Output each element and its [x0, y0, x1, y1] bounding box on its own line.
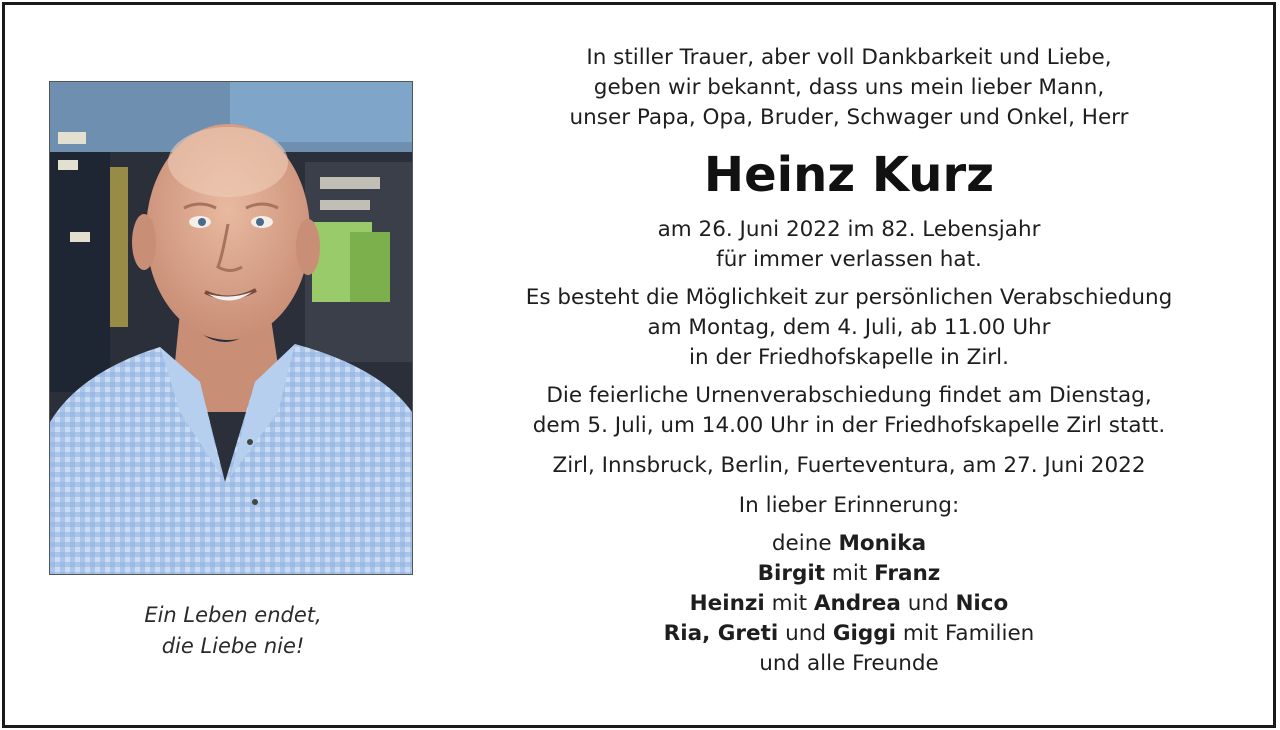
mourner-text: mit: [764, 591, 814, 616]
mourner-name: Ria, Greti: [663, 621, 779, 646]
mourner-name: Andrea: [813, 591, 901, 616]
mourner-text: und: [778, 621, 833, 646]
intro-line: In stiller Trauer, aber voll Dankbarkeit und Liebe,: [586, 45, 1112, 70]
mourner-line: und alle Freunde: [759, 651, 939, 676]
intro-line: unser Papa, Opa, Bruder, Schwager und Onkel, Herr: [569, 105, 1129, 130]
motto-line: die Liebe nie!: [161, 634, 305, 658]
mourner-name: Nico: [955, 591, 1009, 616]
mourner-line: [475, 559, 1223, 589]
mourner-text: mit: [825, 561, 875, 586]
urn-line: dem 5. Juli, um 14.00 Uhr in der Friedhofskapelle Zirl statt.: [532, 413, 1166, 438]
motto: [65, 600, 401, 662]
farewell-line: am Montag, dem 4. Juli, ab 11.00 Uhr: [647, 315, 1051, 340]
mourner-text: mit Familien: [896, 621, 1035, 646]
mourner-name: Heinzi: [689, 591, 765, 616]
motto-line: Ein Leben endet,: [144, 603, 322, 627]
deceased-name: Heinz Kurz: [703, 147, 995, 203]
mourner-text: deine: [771, 531, 839, 556]
farewell-line: Es besteht die Möglichkeit zur persönlichen Verabschiedung: [525, 285, 1173, 310]
mourner-name: Monika: [838, 531, 927, 556]
place-date: Zirl, Innsbruck, Berlin, Fuerteventura, am 27. Juni 2022: [552, 453, 1146, 478]
death-line: für immer verlassen hat.: [716, 247, 982, 272]
mourner-name: Franz: [874, 561, 941, 586]
death-line: am 26. Juni 2022 im 82. Lebensjahr: [657, 217, 1041, 242]
mourner-line: [475, 529, 1223, 559]
mourner-text: und: [900, 591, 956, 616]
urn-line: Die feierliche Urnenverabschiedung findet am Dienstag,: [546, 383, 1152, 408]
mourner-line: [475, 589, 1223, 619]
obituary-text: [475, 43, 1223, 679]
mourner-line: [475, 619, 1223, 649]
obituary-frame: [2, 2, 1276, 728]
intro-line: geben wir bekannt, dass uns mein lieber Mann,: [593, 75, 1105, 100]
portrait-photo: [49, 81, 413, 575]
mourner-name: Birgit: [757, 561, 826, 586]
memory-heading: In lieber Erinnerung:: [738, 493, 960, 518]
portrait-image: [50, 82, 412, 574]
farewell-line: in der Friedhofskapelle in Zirl.: [689, 345, 1009, 370]
mourner-name: Giggi: [832, 621, 896, 646]
